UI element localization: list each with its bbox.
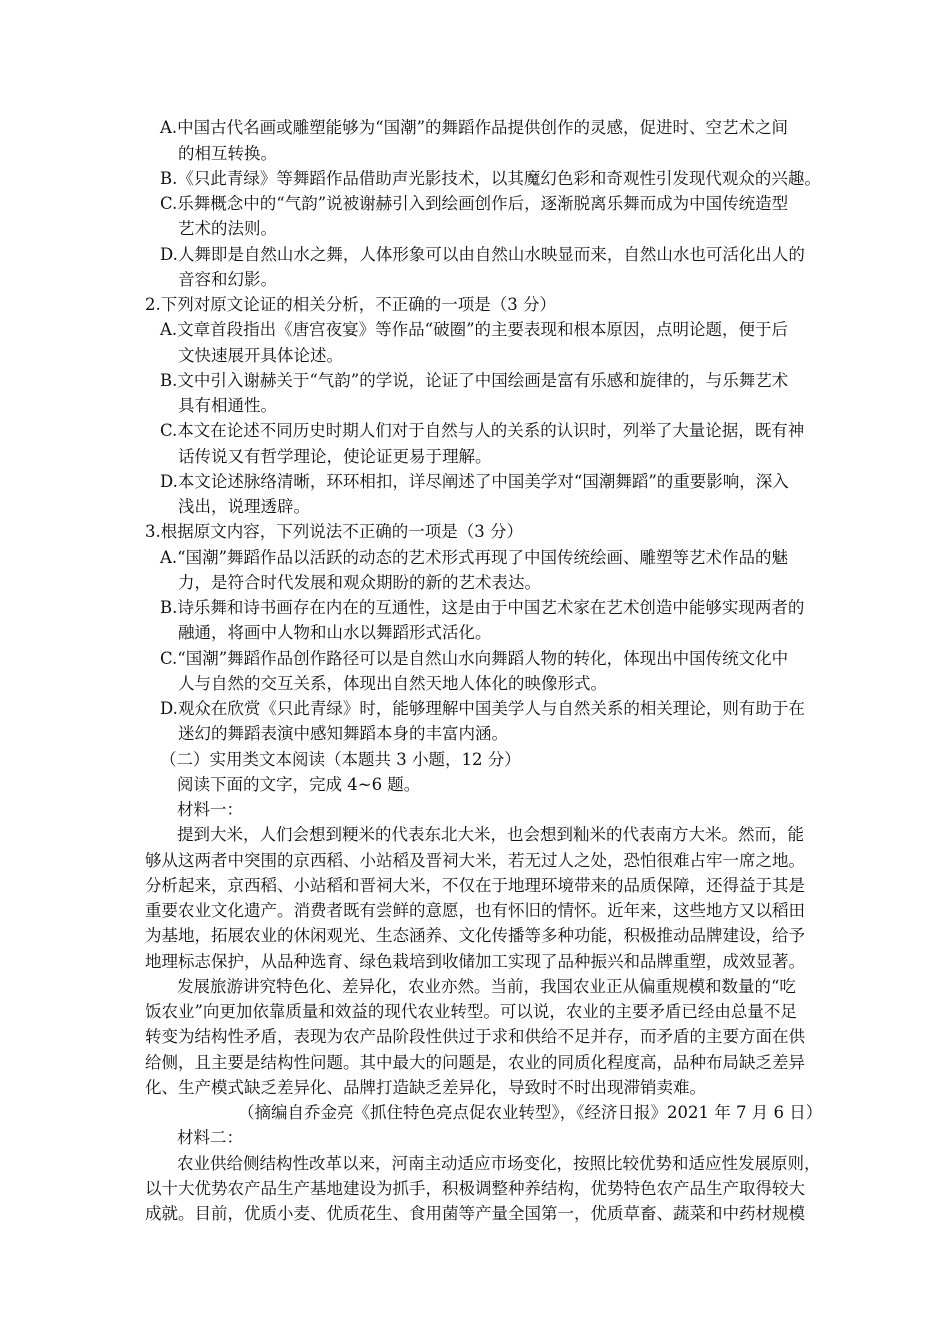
material-one-source: （摘编自乔金亮《抓住特色亮点促农业转型》，《经济日报》2021 年 7 月 6 日） bbox=[238, 1103, 823, 1122]
q1-option-a-line1: A.中国古代名画或雕塑能够为“国潮”的舞蹈作品提供创作的灵感，促进时、空艺术之间 bbox=[160, 118, 789, 137]
q3-stem: 3.根据原文内容，下列说法不正确的一项是（3 分） bbox=[145, 522, 523, 541]
q1-option-a-line2: 的相互转换。 bbox=[178, 144, 277, 163]
material-one-p1-line3: 分析起来，京西稻、小站稻和晋祠大米，不仅在于地理环境带来的品质保障，还得益于其是 bbox=[145, 876, 805, 895]
q2-option-d-line1: D.本文论述脉络清晰，环环相扣，详尽阐述了中国美学对“国潮舞蹈”的重要影响，深入 bbox=[160, 472, 789, 491]
material-one-p2-line2: 饭农业”向更加依靠质量和效益的现代农业转型。可以说，农业的主要矛盾已经由总量不足 bbox=[145, 1002, 797, 1021]
material-one-p1-line5: 为基地，拓展农业的休闲观光、生态涵养、文化传播等多种功能，积极推动品牌建设，给予 bbox=[145, 926, 805, 945]
material-two-label: 材料二： bbox=[177, 1128, 243, 1147]
reading-instruction: 阅读下面的文字，完成 4~6 题。 bbox=[177, 775, 421, 794]
material-one-p2-line3: 转变为结构性矛盾，表现为农产品阶段性供过于求和供给不足并存，而矛盾的主要方面在供 bbox=[145, 1027, 805, 1046]
q3-option-d-line2: 迷幻的舞蹈表演中感知舞蹈本身的丰富内涵。 bbox=[178, 724, 508, 743]
q3-option-c-line2: 人与自然的交互关系，体现出自然天地人体化的映像形式。 bbox=[178, 674, 607, 693]
q1-option-b-line1: B.《只此青绿》等舞蹈作品借助声光影技术，以其魔幻色彩和奇观性引发现代观众的兴趣。 bbox=[160, 169, 821, 188]
q2-option-a-line2: 文快速展开具体论述。 bbox=[178, 346, 343, 365]
q3-option-b-line1: B.诗乐舞和诗书画存在内在的互通性，这是由于中国艺术家在艺术创造中能够实现两者的 bbox=[160, 598, 805, 617]
material-one-p2-line5: 化、生产模式缺乏差异化、品牌打造缺乏差异化，导致时不时出现滞销卖难。 bbox=[145, 1078, 706, 1097]
q2-option-c-line1: C.本文在论述不同历史时期人们对于自然与人的关系的认识时，列举了大量论据，既有神 bbox=[160, 421, 805, 440]
material-two-p1-line3: 成就。目前，优质小麦、优质花生、食用菌等产量全国第一，优质草畜、蔬菜和中药材规模 bbox=[145, 1204, 805, 1223]
q3-option-b-line2: 融通，将画中人物和山水以舞蹈形式活化。 bbox=[178, 623, 492, 642]
q2-stem: 2.下列对原文论证的相关分析，不正确的一项是（3 分） bbox=[145, 295, 556, 314]
material-one-p2-line1: 发展旅游讲究特色化、差异化，农业亦然。当前，我国农业正从偏重规模和数量的“吃 bbox=[177, 977, 796, 996]
material-one-label: 材料一： bbox=[177, 800, 243, 819]
q3-option-d-line1: D.观众在欣赏《只此青绿》时，能够理解中国美学人与自然关系的相关理论，则有助于在 bbox=[160, 699, 805, 718]
section-heading: （二）实用类文本阅读（本题共 3 小题，12 分） bbox=[160, 750, 521, 769]
material-one-p1-line1: 提到大米，人们会想到粳米的代表东北大米，也会想到籼米的代表南方大米。然而，能 bbox=[177, 825, 804, 844]
q1-option-d-line2: 音容和幻影。 bbox=[178, 270, 277, 289]
q1-option-c-line1: C.乐舞概念中的“气韵”说被谢赫引入到绘画创作后，逐渐脱离乐舞而成为中国传统造型 bbox=[160, 194, 789, 213]
material-one-p1-line6: 地理标志保护，从品种选育、绿色栽培到收储加工实现了品种振兴和品牌重塑，成效显著。 bbox=[145, 952, 805, 971]
q3-option-a-line1: A.“国潮”舞蹈作品以活跃的动态的艺术形式再现了中国传统绘画、雕塑等艺术作品的魅 bbox=[160, 548, 789, 567]
material-one-p1-line2: 够从这两者中突围的京西稻、小站稻及晋祠大米，若无过人之处，恐怕很难占牢一席之地。 bbox=[145, 851, 805, 870]
q2-option-b-line2: 具有相通性。 bbox=[178, 396, 277, 415]
q2-option-a-line1: A.文章首段指出《唐宫夜宴》等作品“破圈”的主要表现和根本原因，点明论题，便于后 bbox=[160, 320, 789, 339]
q1-option-c-line2: 艺术的法则。 bbox=[178, 219, 277, 238]
q2-option-c-line2: 话传说又有哲学理论，使论证更易于理解。 bbox=[178, 447, 492, 466]
material-one-p2-line4: 给侧，且主要是结构性问题。其中最大的问题是，农业的同质化程度高，品种布局缺乏差异 bbox=[145, 1053, 805, 1072]
q3-option-a-line2: 力，是符合时代发展和观众期盼的新的艺术表达。 bbox=[178, 573, 541, 592]
q1-option-d-line1: D.人舞即是自然山水之舞，人体形象可以由自然山水映显而来，自然山水也可活化出人的 bbox=[160, 245, 805, 264]
material-two-p1-line2: 以十大优势农产品生产基地建设为抓手，积极调整种养结构，优势特色农产品生产取得较大 bbox=[145, 1179, 805, 1198]
q2-option-b-line1: B.文中引入谢赫关于“气韵”的学说，论证了中国绘画是富有乐感和旋律的，与乐舞艺术 bbox=[160, 371, 789, 390]
material-one-p1-line4: 重要农业文化遗产。消费者既有尝鲜的意愿，也有怀旧的情怀。近年来，这些地方又以稻田 bbox=[145, 901, 805, 920]
material-two-p1-line1: 农业供给侧结构性改革以来，河南主动适应市场变化，按照比较优势和适应性发展原则， bbox=[177, 1154, 821, 1173]
q2-option-d-line2: 浅出，说理透辟。 bbox=[178, 497, 310, 516]
q3-option-c-line1: C.“国潮”舞蹈作品创作路径可以是自然山水向舞蹈人物的转化，体现出中国传统文化中 bbox=[160, 649, 789, 668]
